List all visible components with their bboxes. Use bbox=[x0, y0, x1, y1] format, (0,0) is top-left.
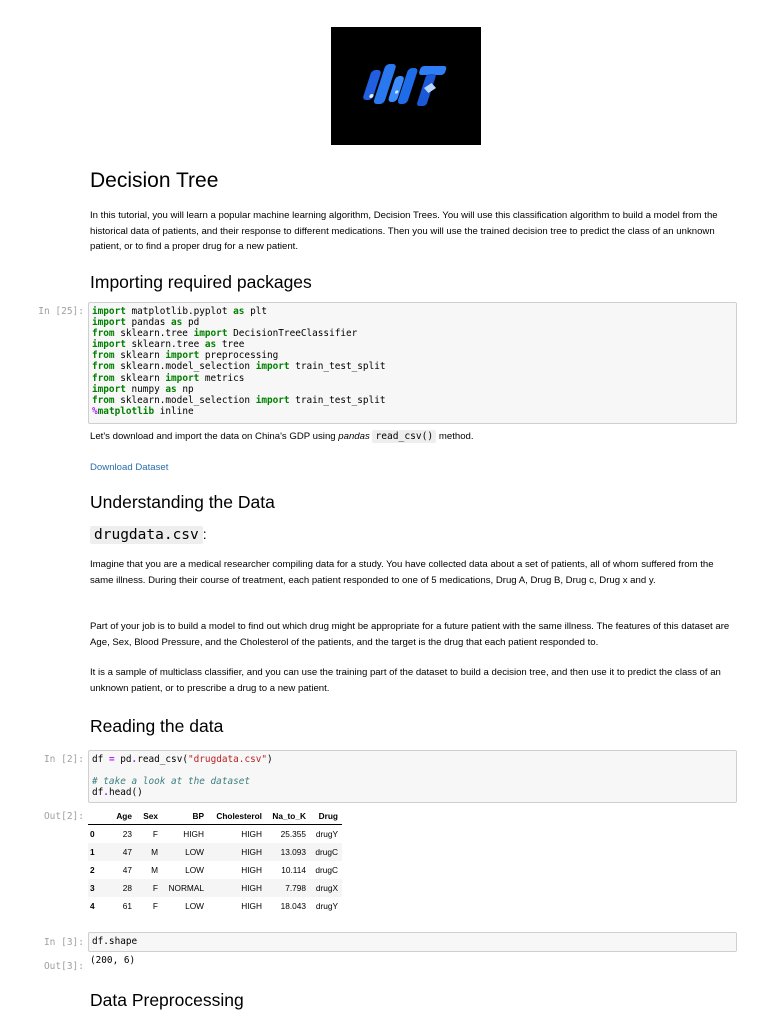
column-header: BP bbox=[162, 807, 208, 825]
table-cell: M bbox=[151, 865, 158, 875]
code-token: matplotlib.pyplot bbox=[125, 306, 234, 317]
code-token: train_test_split bbox=[289, 361, 386, 373]
code-token: df bbox=[92, 787, 104, 799]
table-cell: 7.798 bbox=[266, 879, 310, 897]
heading-reading-data: Reading the data bbox=[90, 716, 224, 736]
code-token: import bbox=[165, 350, 200, 362]
code-shape: df.shape bbox=[92, 936, 138, 947]
dataset-file-heading bbox=[90, 526, 730, 543]
code-token: plt bbox=[244, 306, 267, 317]
code-token: sklearn bbox=[114, 372, 166, 384]
code-token: import bbox=[165, 372, 200, 384]
download-text-pre: Let's download and import the data on China's GDP using bbox=[90, 431, 339, 442]
table-cell: LOW bbox=[185, 865, 204, 875]
code-cell-shape[interactable] bbox=[88, 932, 737, 952]
page-title: Decision Tree bbox=[90, 169, 219, 192]
code-token: "drugdata.csv" bbox=[188, 754, 268, 765]
table-cell: drugY bbox=[315, 901, 338, 911]
table-cell: 23 bbox=[122, 829, 132, 839]
code-token: pandas bbox=[125, 317, 172, 329]
table-cell: 18.043 bbox=[280, 901, 306, 911]
table-cell: 47 bbox=[104, 843, 136, 861]
code-token: sklearn.tree bbox=[114, 328, 194, 340]
code-token: tree bbox=[216, 339, 245, 351]
code-token: as bbox=[171, 317, 183, 329]
table-cell: NORMAL bbox=[162, 879, 208, 897]
code-token: ) bbox=[267, 754, 273, 765]
table-cell: F bbox=[152, 901, 158, 911]
code-token: import bbox=[255, 361, 290, 373]
row-index: 1 bbox=[88, 843, 104, 861]
code-token: np bbox=[176, 383, 194, 395]
code-token: sklearn.tree bbox=[125, 339, 205, 351]
table-cell: HIGH bbox=[241, 901, 262, 911]
cell-input-prompt: In [25]: bbox=[38, 306, 84, 317]
read-csv-code: read_csv() bbox=[372, 430, 436, 443]
table-cell: 61 bbox=[122, 901, 132, 911]
code-token: import bbox=[92, 339, 126, 351]
code-token: . bbox=[103, 787, 109, 799]
code-token: import bbox=[92, 383, 126, 395]
table-row bbox=[88, 843, 342, 861]
row-index: 0 bbox=[90, 829, 95, 839]
code-token: = bbox=[108, 754, 115, 765]
code-token: head() bbox=[108, 787, 143, 799]
code-token: from bbox=[92, 372, 115, 384]
code-token: matplotlib bbox=[97, 405, 155, 417]
table-cell: drugC bbox=[310, 843, 342, 861]
table-row bbox=[88, 897, 342, 915]
column-header: Drug bbox=[310, 807, 342, 825]
cell-output-prompt: Out[3]: bbox=[43, 961, 84, 972]
column-header: Cholesterol bbox=[208, 807, 266, 825]
table-cell: 25.355 bbox=[280, 829, 306, 839]
table-cell: M bbox=[136, 843, 162, 861]
row-index: 4 bbox=[90, 901, 95, 911]
table-cell: drugC bbox=[315, 865, 338, 875]
code-token: preprocessing bbox=[199, 350, 279, 362]
column-header bbox=[88, 807, 104, 825]
code-token: as bbox=[165, 383, 177, 395]
cell-input-prompt: In [3]: bbox=[43, 937, 84, 948]
code-token: inline bbox=[154, 405, 194, 417]
row-index: 2 bbox=[90, 865, 95, 875]
table-cell: HIGH bbox=[208, 843, 266, 861]
table-cell: LOW bbox=[162, 843, 208, 861]
code-token: from bbox=[92, 361, 115, 373]
table-header-row bbox=[88, 807, 342, 825]
column-header: Na_to_K bbox=[266, 807, 310, 825]
code-token: % bbox=[92, 405, 98, 417]
code-token: pd bbox=[182, 317, 200, 329]
download-text-em: pandas bbox=[338, 431, 370, 442]
code-token: sklearn.model_selection bbox=[114, 394, 256, 406]
table-cell: drugX bbox=[310, 879, 342, 897]
code-token: import bbox=[255, 394, 290, 406]
download-instructions bbox=[90, 429, 730, 445]
paragraph-study: Imagine that you are a medical researcher compiling data for a study. You have collected data about a set of patients, all of whom suffered from the same illness. During their course of treatment, each patient responded to one of 5 medications, Drug A, Drug B, Drug c, Drug x and y. bbox=[90, 559, 714, 586]
code-token: import bbox=[92, 317, 126, 329]
table-cell: HIGH bbox=[241, 829, 262, 839]
code-cell-read-data[interactable] bbox=[88, 750, 737, 803]
code-token: import bbox=[92, 306, 126, 317]
code-token: metrics bbox=[199, 372, 245, 384]
code-token: as bbox=[204, 339, 217, 351]
notebook-logo-image bbox=[331, 27, 481, 145]
table-cell: F bbox=[136, 879, 162, 897]
code-token: from bbox=[92, 350, 115, 362]
table-row bbox=[88, 861, 342, 879]
code-token: from bbox=[92, 328, 115, 340]
code-token: as bbox=[233, 306, 245, 317]
code-token: pd bbox=[114, 754, 132, 765]
shape-output: (200, 6) bbox=[90, 955, 136, 966]
heading-understanding-data: Understanding the Data bbox=[90, 492, 275, 512]
table-cell: 10.114 bbox=[281, 865, 306, 875]
code-token: import bbox=[193, 328, 228, 340]
code-token: sklearn.model_selection bbox=[114, 361, 256, 373]
code-token: DecisionTreeClassifier bbox=[227, 328, 358, 340]
code-token: df bbox=[92, 754, 109, 765]
table-cell: 47 bbox=[122, 865, 132, 875]
table-row bbox=[88, 879, 342, 897]
table-cell: LOW bbox=[185, 901, 204, 911]
table-cell: 28 bbox=[104, 879, 136, 897]
column-header: Age bbox=[104, 807, 136, 825]
code-token: read_csv( bbox=[137, 754, 188, 765]
heading-importing-packages: Importing required packages bbox=[90, 272, 312, 292]
table-cell: 13.093 bbox=[266, 843, 310, 861]
table-row bbox=[88, 825, 342, 844]
heading-data-preprocessing: Data Preprocessing bbox=[90, 990, 244, 1010]
code-token: sklearn bbox=[114, 350, 166, 362]
code-token: # take a look at the dataset bbox=[92, 776, 251, 788]
cell-input-prompt: In [2]: bbox=[43, 754, 84, 765]
table-cell: drugY bbox=[315, 829, 338, 839]
column-header: Sex bbox=[136, 807, 162, 825]
row-index: 3 bbox=[88, 879, 104, 897]
dataset-filename-colon: : bbox=[202, 526, 207, 542]
paragraph-multiclass: It is a sample of multiclass classifier, and you can use the training part of the dataset to build a decision tree, and then use it to predict the class of an unknown patient, or to prescribe a drug to a new patient. bbox=[90, 667, 721, 694]
dataset-filename: drugdata.csv bbox=[90, 526, 203, 544]
paragraph-model-goal: Part of your job is to build a model to find out which drug might be appropriate for a future patient with the same illness. The features of this dataset are Age, Sex, Blood Pressure, and the Cholesterol of the patients, and the target is the drug that each patient responded to. bbox=[90, 621, 730, 648]
code-token: from bbox=[92, 394, 115, 406]
code-token: train_test_split bbox=[289, 394, 386, 406]
intro-paragraph: In this tutorial, you will learn a popular machine learning algorithm, Decision Trees. You will use this classification algorithm to build a model from the historical data of patients, and their response to different medications. Then you will use the trained decision tree to predict the class of an unknown patient, or to find a proper drug for a new patient. bbox=[90, 210, 718, 252]
dataframe-head-table bbox=[88, 807, 342, 915]
table-cell: HIGH bbox=[208, 879, 266, 897]
cell-output-prompt: Out[2]: bbox=[43, 811, 84, 822]
code-cell-imports[interactable] bbox=[88, 302, 737, 424]
table-cell: HIGH bbox=[241, 865, 262, 875]
table-cell: F bbox=[152, 829, 158, 839]
code-token: . bbox=[131, 754, 138, 765]
table-cell: HIGH bbox=[183, 829, 204, 839]
code-token: numpy bbox=[125, 383, 166, 395]
download-text-post: method. bbox=[436, 431, 474, 442]
download-dataset-link[interactable]: Download Dataset bbox=[90, 462, 169, 473]
